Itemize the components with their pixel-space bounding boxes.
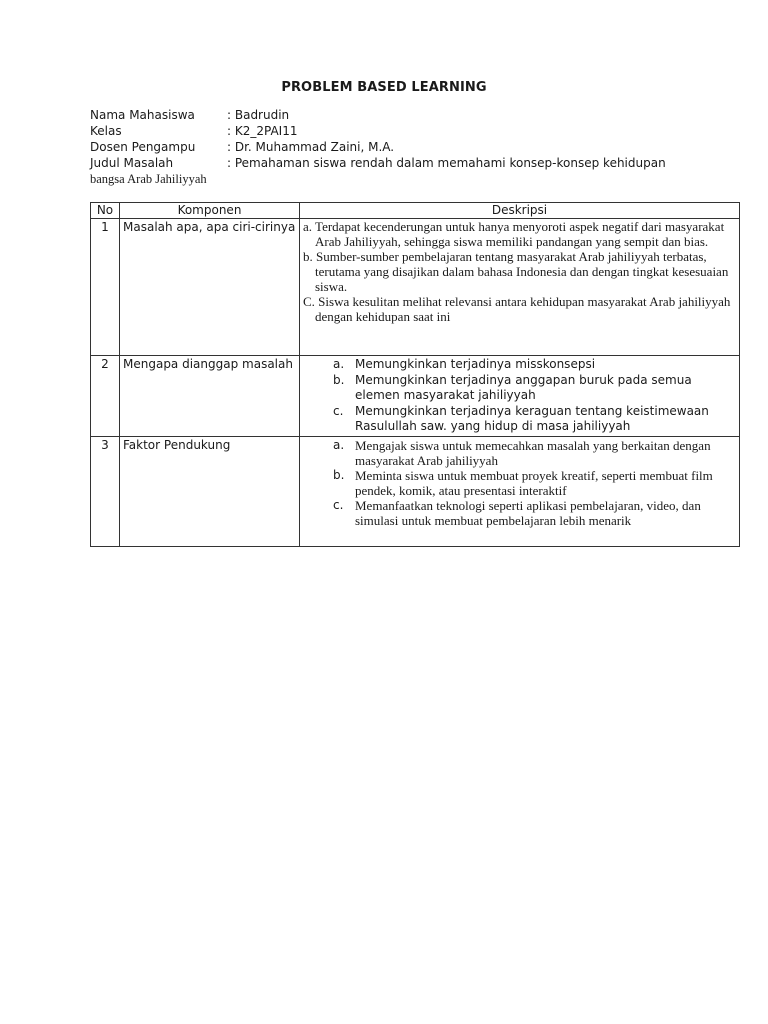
pbl-table	[90, 202, 740, 547]
list-item	[303, 468, 736, 498]
desc-item: C. Siswa kesulitan melihat relevansi antara kehidupan masyarakat Arab jahiliyyah dengan kehidupan saat ini	[303, 294, 731, 324]
info-value: : Pemahaman siswa rendah dalam memahami konsep-konsep kehidupan	[227, 156, 666, 170]
list-marker: b.	[333, 372, 345, 387]
row-komponen: Mengapa dianggap masalah	[120, 356, 300, 437]
info-row-dosen	[90, 139, 690, 155]
info-value: : Dr. Muhammad Zaini, M.A.	[227, 140, 395, 154]
list-text: Memanfaatkan teknologi seperti aplikasi pembelajaran, video, dan simulasi untuk membuat pembelajaran lebih menarik	[355, 498, 701, 528]
list-item	[303, 438, 736, 468]
row-deskripsi	[300, 356, 740, 437]
info-row-judul	[90, 155, 690, 171]
row-number: 3	[91, 437, 120, 547]
desc-item: a. Terdapat kecenderungan untuk hanya menyoroti aspek negatif dari masyarakat Arab Jahiliyyah, sehingga siswa memiliki pandangan yang sempit dan bias.	[303, 219, 725, 249]
info-value: : K2_2PAI11	[227, 124, 298, 138]
row-number: 2	[91, 356, 120, 437]
row-number: 1	[91, 219, 120, 356]
header-komponen: Komponen	[120, 203, 300, 219]
info-value: : Badrudin	[227, 108, 290, 122]
list-text: Meminta siswa untuk membuat proyek kreatif, seperti membuat film pendek, komik, atau presentasi interaktif	[355, 468, 713, 498]
list-marker: c.	[333, 498, 344, 512]
info-label: Dosen Pengampu	[90, 140, 196, 154]
row-komponen: Masalah apa, apa ciri-cirinya	[120, 219, 300, 356]
row-deskripsi	[300, 219, 740, 356]
student-info	[90, 107, 690, 187]
list-item	[303, 357, 736, 373]
table-row	[91, 356, 740, 437]
info-label: Judul Masalah	[90, 156, 174, 170]
header-no: No	[91, 203, 120, 219]
table-row	[91, 437, 740, 547]
list-text: Memungkinkan terjadinya misskonsepsi	[355, 357, 596, 371]
table-row	[91, 219, 740, 356]
list-item	[303, 404, 736, 435]
info-label: Nama Mahasiswa	[90, 108, 195, 122]
list-item	[303, 498, 736, 528]
info-label: Kelas	[90, 124, 122, 138]
list-marker: b.	[333, 468, 345, 482]
list-text: Memungkinkan terjadinya anggapan buruk pada semua elemen masyarakat jahiliyyah	[355, 372, 692, 402]
desc-item: b. Sumber-sumber pembelajaran tentang masyarakat Arab jahiliyyah terbatas, terutama yang disajikan dalam bahasa Indonesia dan dengan tingkat kesesuaian siswa.	[303, 249, 729, 294]
row-deskripsi	[300, 437, 740, 547]
row-komponen: Faktor Pendukung	[120, 437, 300, 547]
document-title: PROBLEM BASED LEARNING	[281, 80, 487, 95]
info-judul-continuation: bangsa Arab Jahiliyyah	[90, 172, 207, 186]
list-text: Mengajak siswa untuk memecahkan masalah yang berkaitan dengan masyarakat Arab jahiliyyah	[355, 438, 711, 468]
list-marker: a.	[333, 357, 345, 371]
header-deskripsi: Deskripsi	[300, 203, 740, 219]
table-header-row	[91, 203, 740, 219]
list-item	[303, 373, 736, 404]
info-row-kelas	[90, 123, 690, 139]
list-marker: a.	[333, 438, 345, 452]
info-row-nama	[90, 107, 690, 123]
list-marker: c.	[333, 403, 344, 418]
list-text: Memungkinkan terjadinya keraguan tentang keistimewaan Rasulullah saw. yang hidup di masa jahiliyyah	[355, 403, 709, 433]
